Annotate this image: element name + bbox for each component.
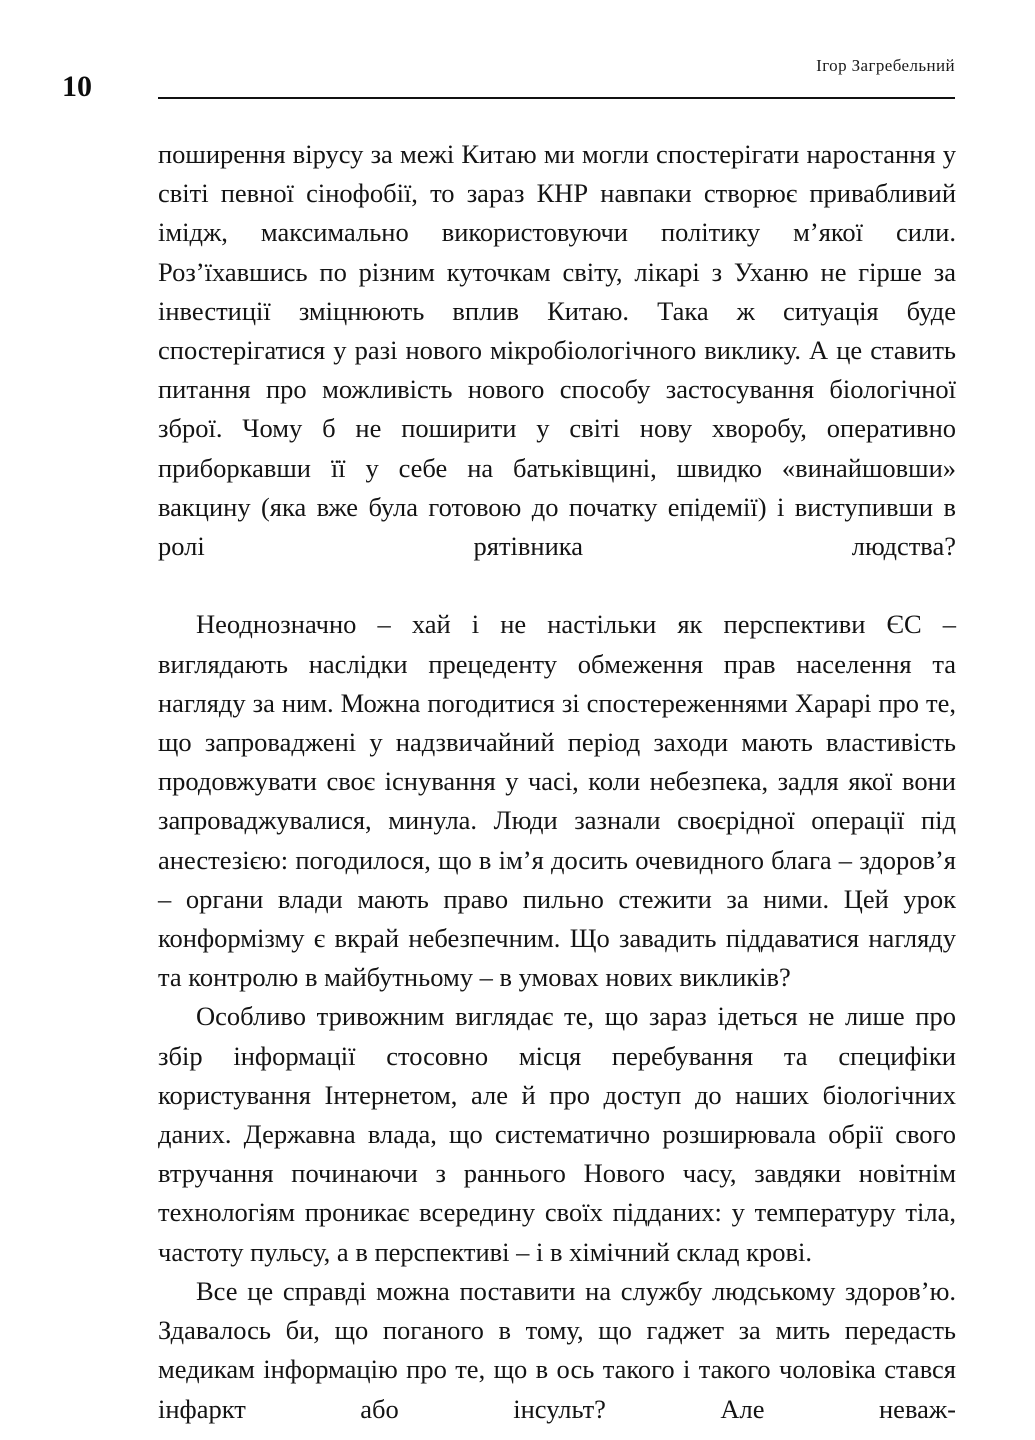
header-rule-divider <box>158 97 955 99</box>
paragraph-4: Все це справді можна поставити на службу людському здоров’ю. Здавалось би, що поганого в тому, що гаджет за мить передасть медикам інформацію про те, що в ось такого і такого чоловіка стався інфаркт або інсульт? Але неваж- <box>158 1275 956 1424</box>
paragraph-2: Неоднозначно – хай і не настільки як перспективи ЄС – виглядають наслідки прецеденту обмеження прав населення та нагляду за ним. Можна погодитися зі спостереженнями Харарі про те, що запроваджені у надзвичайний період заходи мають властивість продовжувати своє існування у часі, коли небезпека, задля якої вони запроваджувалися, минула. Люди зазнали своєрідної операції під анестезією: погодилося, що в ім’я досить очевидного блага – здоров’я – органи влади мають право пильно стежити за ними. Цей урок конформізму є вкрай небезпечним. Що завадить піддаватися нагляду та контролю в майбутньому – в умовах нових викликів? <box>158 609 956 993</box>
paragraph-3: Особливо тривожним виглядає те, що зараз ідеться не лише про збір інформації стосовно місця перебування та специфіки користування Інтернетом, але й про доступ до наших біологічних даних. Державна влада, що систематично розширювала обрії свого втручання починаючи з раннього Нового часу, завдяки новітнім технологіям проникає всередину своїх підданих: у температуру тіла, частоту пульсу, а в перспективі – і в хімічний склад крові. <box>158 1001 956 1267</box>
paragraph-1: поширення вірусу за межі Китаю ми могли спостерігати наростання у світі певної сінофобії, то зараз КНР навпаки створює привабливий імідж, максимально використовуючи політику м’якої сили. Роз’їхавшись по різним куточкам світу, лікарі з Уханю не гірше за інвестиції зміцнюють вплив Китаю. Така ж ситуація буде спостерігатися у разі нового мікробіологічного виклику. А це ставить питання про можливість нового способу застосування біологічної зброї. Чому б не поширити у світі нову хворобу, оперативно приборкавши її у себе на батьківщині, швидко «винайшовши» вакцину (яка вже була готовою до початку епідемії) і виступивши в ролі рятівника людства? <box>158 139 956 562</box>
body-text-block <box>158 135 956 1440</box>
running-head-author: Ігор Загребельний <box>816 56 955 75</box>
page-number: 10 <box>62 70 92 103</box>
